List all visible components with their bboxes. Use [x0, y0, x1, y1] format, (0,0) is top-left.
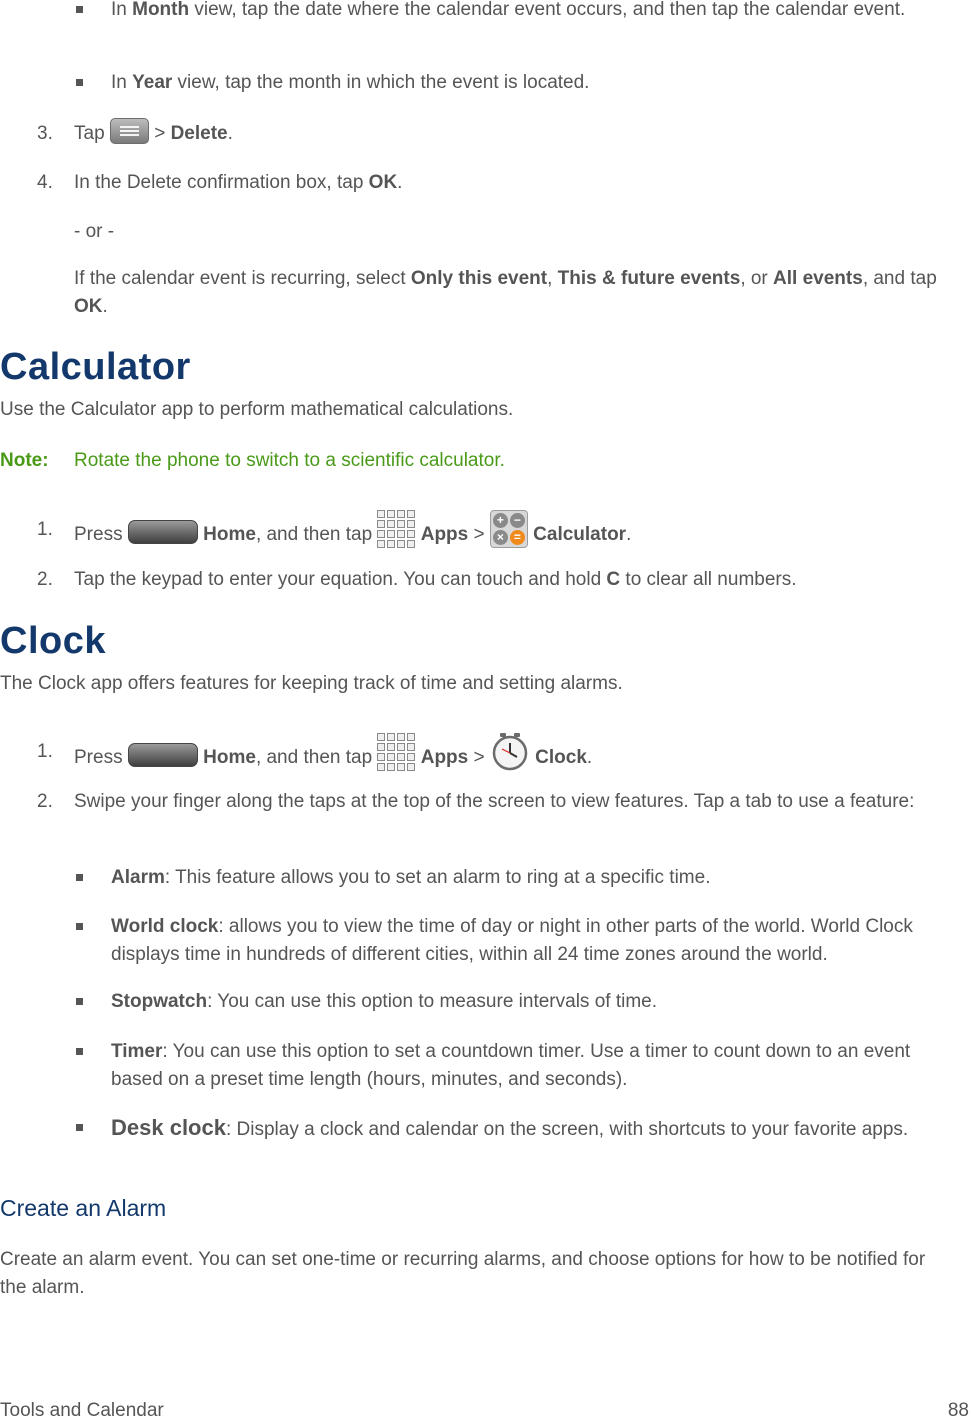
footer-section-title: Tools and Calendar: [0, 1400, 164, 1421]
note-label: Note:: [0, 450, 49, 471]
bullet-text: In Month view, tap the date where the calendar event occurs, and then tap the calendar event.: [111, 0, 906, 20]
calculator-heading: Calculator: [0, 346, 191, 388]
bullet-marker: [76, 6, 83, 13]
apps-grid-icon: [377, 510, 415, 548]
bullet-marker: [76, 1048, 83, 1055]
bullet-marker: [76, 923, 83, 930]
menu-key-icon: [110, 118, 149, 144]
bullet-marker: [76, 874, 83, 881]
footer-page-number: 88: [947, 1400, 969, 1421]
apps-grid-icon: [377, 733, 415, 771]
create-alarm-heading: Create an Alarm: [0, 1195, 167, 1221]
clock-intro: The Clock app offers features for keeping track of time and setting alarms.: [0, 673, 623, 694]
bullet-marker: [76, 998, 83, 1005]
bullet-marker: [76, 79, 83, 86]
bullet-text: In Year view, tap the month in which the event is located.: [111, 72, 590, 93]
clock-app-icon: [490, 732, 530, 772]
bullet-marker: [76, 1124, 83, 1131]
home-key-icon: [128, 520, 198, 544]
home-key-icon: [128, 743, 198, 767]
calculator-app-icon: + − × =: [490, 510, 528, 548]
calculator-intro: Use the Calculator app to perform mathematical calculations.: [0, 399, 514, 420]
clock-heading: Clock: [0, 620, 106, 662]
note-text: Rotate the phone to switch to a scientific calculator.: [74, 450, 505, 471]
create-alarm-intro: Create an alarm event. You can set one-time or recurring alarms, and choose options for how to be notified for the alarm.: [0, 1249, 926, 1298]
